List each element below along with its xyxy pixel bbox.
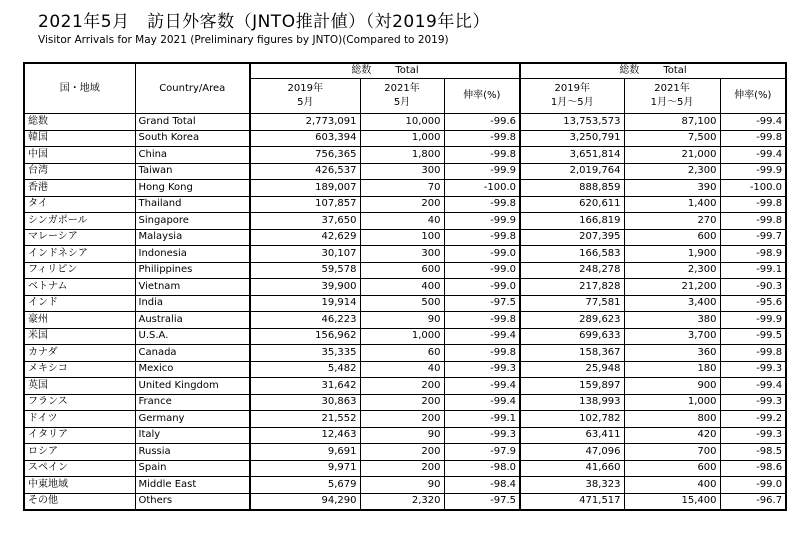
country-en-cell: South Korea xyxy=(135,130,250,147)
may-2019-cell: 59,578 xyxy=(250,262,360,279)
growth-rate-cell: -97.5 xyxy=(444,493,520,510)
header-may-2019 xyxy=(250,79,360,114)
cum-growth-rate-cell: -99.9 xyxy=(720,312,786,329)
may-2021-cell: 90 xyxy=(360,312,444,329)
country-jp-cell: タイ xyxy=(24,196,135,213)
growth-rate-cell: -99.6 xyxy=(444,114,520,131)
table-row xyxy=(24,295,786,312)
header-cum-growth-rate: 伸率(%) xyxy=(720,79,786,114)
header-group-month-jp: 総数 xyxy=(351,65,372,76)
cum-2019-cell: 217,828 xyxy=(520,279,624,296)
table-body xyxy=(24,114,786,511)
table-row xyxy=(24,163,786,180)
growth-rate-cell: -99.8 xyxy=(444,196,520,213)
growth-rate-cell: -99.0 xyxy=(444,262,520,279)
country-jp-cell: シンガポール xyxy=(24,213,135,230)
cum-2021-cell: 900 xyxy=(624,378,720,395)
growth-rate-cell: -99.1 xyxy=(444,411,520,428)
table-row xyxy=(24,114,786,131)
table-row xyxy=(24,262,786,279)
country-en-cell: Germany xyxy=(135,411,250,428)
cum-growth-rate-cell: -99.9 xyxy=(720,163,786,180)
cum-2021-cell: 600 xyxy=(624,460,720,477)
cum-2021-cell: 400 xyxy=(624,477,720,494)
cum-growth-rate-cell: -99.3 xyxy=(720,394,786,411)
country-jp-cell: インド xyxy=(24,295,135,312)
cum-2021-cell: 180 xyxy=(624,361,720,378)
cum-2019-cell: 47,096 xyxy=(520,444,624,461)
header-may-2021 xyxy=(360,79,444,114)
cum-2019-cell: 888,859 xyxy=(520,180,624,197)
cum-2019-cell: 2,019,764 xyxy=(520,163,624,180)
may-2021-cell: 200 xyxy=(360,196,444,213)
header-group-month-en: Total xyxy=(395,65,419,76)
country-en-cell: Spain xyxy=(135,460,250,477)
may-2021-cell: 300 xyxy=(360,246,444,263)
cum-growth-rate-cell: -90.3 xyxy=(720,279,786,296)
may-2021-cell: 500 xyxy=(360,295,444,312)
may-2019-cell: 5,482 xyxy=(250,361,360,378)
growth-rate-cell: -99.9 xyxy=(444,163,520,180)
cum-growth-rate-cell: -99.0 xyxy=(720,477,786,494)
table-row xyxy=(24,411,786,428)
country-jp-cell: 英国 xyxy=(24,378,135,395)
growth-rate-cell: -99.8 xyxy=(444,229,520,246)
growth-rate-cell: -100.0 xyxy=(444,180,520,197)
may-2019-cell: 94,290 xyxy=(250,493,360,510)
country-en-cell: Others xyxy=(135,493,250,510)
country-en-cell: Hong Kong xyxy=(135,180,250,197)
header-cum-2021-months: 1月～5月 xyxy=(650,97,694,108)
arrivals-table xyxy=(23,62,787,511)
country-en-cell: Taiwan xyxy=(135,163,250,180)
page-title: 2021年5月 訪日外客数（JNTO推計値）（対2019年比） xyxy=(38,12,490,32)
table-row xyxy=(24,147,786,164)
header-growth-rate: 伸率(%) xyxy=(444,79,520,114)
cum-2021-cell: 1,400 xyxy=(624,196,720,213)
table-row xyxy=(24,345,786,362)
table-row xyxy=(24,394,786,411)
may-2019-cell: 12,463 xyxy=(250,427,360,444)
cum-2021-cell: 380 xyxy=(624,312,720,329)
table-row xyxy=(24,180,786,197)
cum-growth-rate-cell: -99.4 xyxy=(720,378,786,395)
may-2021-cell: 200 xyxy=(360,378,444,395)
cum-2019-cell: 248,278 xyxy=(520,262,624,279)
header-cum-2019-months: 1月～5月 xyxy=(550,97,594,108)
cum-2019-cell: 77,581 xyxy=(520,295,624,312)
cum-2021-cell: 1,900 xyxy=(624,246,720,263)
cum-growth-rate-cell: -99.3 xyxy=(720,361,786,378)
table-row xyxy=(24,279,786,296)
may-2019-cell: 37,650 xyxy=(250,213,360,230)
cum-growth-rate-cell: -99.8 xyxy=(720,196,786,213)
may-2021-cell: 200 xyxy=(360,394,444,411)
country-en-cell: Middle East xyxy=(135,477,250,494)
cum-2019-cell: 63,411 xyxy=(520,427,624,444)
table-row xyxy=(24,312,786,329)
table-row xyxy=(24,328,786,345)
table-row xyxy=(24,213,786,230)
cum-growth-rate-cell: -99.1 xyxy=(720,262,786,279)
may-2021-cell: 200 xyxy=(360,444,444,461)
header-cum-2019-year: 2019年 xyxy=(554,82,590,94)
growth-rate-cell: -97.9 xyxy=(444,444,520,461)
cum-2021-cell: 600 xyxy=(624,229,720,246)
may-2019-cell: 21,552 xyxy=(250,411,360,428)
cum-2021-cell: 21,200 xyxy=(624,279,720,296)
may-2019-cell: 9,971 xyxy=(250,460,360,477)
cum-growth-rate-cell: -98.5 xyxy=(720,444,786,461)
country-en-cell: Thailand xyxy=(135,196,250,213)
cum-growth-rate-cell: -99.4 xyxy=(720,147,786,164)
country-en-cell: India xyxy=(135,295,250,312)
may-2021-cell: 90 xyxy=(360,477,444,494)
cum-2019-cell: 166,583 xyxy=(520,246,624,263)
may-2021-cell: 600 xyxy=(360,262,444,279)
growth-rate-cell: -98.0 xyxy=(444,460,520,477)
country-en-cell: France xyxy=(135,394,250,411)
may-2019-cell: 603,394 xyxy=(250,130,360,147)
header-row-1 xyxy=(24,63,786,79)
header-may-2019-month: 5月 xyxy=(297,97,314,108)
cum-growth-rate-cell: -98.6 xyxy=(720,460,786,477)
country-en-cell: Australia xyxy=(135,312,250,329)
country-en-cell: United Kingdom xyxy=(135,378,250,395)
cum-2021-cell: 3,400 xyxy=(624,295,720,312)
header-group-month xyxy=(250,63,520,79)
cum-2021-cell: 360 xyxy=(624,345,720,362)
may-2021-cell: 1,000 xyxy=(360,328,444,345)
country-jp-cell: マレーシア xyxy=(24,229,135,246)
table-row xyxy=(24,130,786,147)
growth-rate-cell: -99.8 xyxy=(444,312,520,329)
header-cum-2021-year: 2021年 xyxy=(654,82,690,94)
may-2019-cell: 19,914 xyxy=(250,295,360,312)
table-row xyxy=(24,246,786,263)
may-2019-cell: 30,863 xyxy=(250,394,360,411)
may-2019-cell: 39,900 xyxy=(250,279,360,296)
country-jp-cell: インドネシア xyxy=(24,246,135,263)
may-2021-cell: 100 xyxy=(360,229,444,246)
table-row xyxy=(24,196,786,213)
growth-rate-cell: -99.8 xyxy=(444,130,520,147)
country-en-cell: Mexico xyxy=(135,361,250,378)
may-2019-cell: 189,007 xyxy=(250,180,360,197)
cum-2019-cell: 38,323 xyxy=(520,477,624,494)
header-country-jp: 国・地域 xyxy=(24,63,135,114)
growth-rate-cell: -99.4 xyxy=(444,394,520,411)
country-en-cell: Indonesia xyxy=(135,246,250,263)
cum-2021-cell: 3,700 xyxy=(624,328,720,345)
country-jp-cell: スペイン xyxy=(24,460,135,477)
may-2021-cell: 40 xyxy=(360,213,444,230)
cum-2021-cell: 7,500 xyxy=(624,130,720,147)
cum-growth-rate-cell: -95.6 xyxy=(720,295,786,312)
country-jp-cell: フィリピン xyxy=(24,262,135,279)
country-jp-cell: 韓国 xyxy=(24,130,135,147)
may-2021-cell: 70 xyxy=(360,180,444,197)
may-2019-cell: 35,335 xyxy=(250,345,360,362)
header-may-2021-year: 2021年 xyxy=(384,82,420,94)
country-jp-cell: 台湾 xyxy=(24,163,135,180)
may-2019-cell: 42,629 xyxy=(250,229,360,246)
country-en-cell: China xyxy=(135,147,250,164)
cum-growth-rate-cell: -99.2 xyxy=(720,411,786,428)
cum-2019-cell: 207,395 xyxy=(520,229,624,246)
may-2021-cell: 300 xyxy=(360,163,444,180)
cum-2021-cell: 15,400 xyxy=(624,493,720,510)
may-2021-cell: 40 xyxy=(360,361,444,378)
may-2019-cell: 9,691 xyxy=(250,444,360,461)
cum-2019-cell: 102,782 xyxy=(520,411,624,428)
table-row xyxy=(24,361,786,378)
growth-rate-cell: -99.9 xyxy=(444,213,520,230)
country-jp-cell: その他 xyxy=(24,493,135,510)
header-group-cum-en: Total xyxy=(663,65,687,76)
growth-rate-cell: -99.8 xyxy=(444,147,520,164)
table-row xyxy=(24,444,786,461)
country-jp-cell: イタリア xyxy=(24,427,135,444)
cum-2021-cell: 2,300 xyxy=(624,163,720,180)
cum-2019-cell: 289,623 xyxy=(520,312,624,329)
country-en-cell: Russia xyxy=(135,444,250,461)
may-2019-cell: 426,537 xyxy=(250,163,360,180)
cum-growth-rate-cell: -99.7 xyxy=(720,229,786,246)
country-jp-cell: 豪州 xyxy=(24,312,135,329)
may-2019-cell: 156,962 xyxy=(250,328,360,345)
country-jp-cell: カナダ xyxy=(24,345,135,362)
cum-growth-rate-cell: -99.8 xyxy=(720,130,786,147)
country-jp-cell: ベトナム xyxy=(24,279,135,296)
country-en-cell: Italy xyxy=(135,427,250,444)
growth-rate-cell: -99.8 xyxy=(444,345,520,362)
may-2019-cell: 2,773,091 xyxy=(250,114,360,131)
growth-rate-cell: -97.5 xyxy=(444,295,520,312)
cum-2019-cell: 13,753,573 xyxy=(520,114,624,131)
table-row xyxy=(24,477,786,494)
country-jp-cell: 総数 xyxy=(24,114,135,131)
cum-2021-cell: 700 xyxy=(624,444,720,461)
country-en-cell: Singapore xyxy=(135,213,250,230)
may-2019-cell: 31,642 xyxy=(250,378,360,395)
may-2021-cell: 90 xyxy=(360,427,444,444)
cum-2019-cell: 41,660 xyxy=(520,460,624,477)
cum-growth-rate-cell: -98.9 xyxy=(720,246,786,263)
growth-rate-cell: -99.4 xyxy=(444,328,520,345)
cum-2019-cell: 158,367 xyxy=(520,345,624,362)
cum-2019-cell: 25,948 xyxy=(520,361,624,378)
cum-growth-rate-cell: -99.8 xyxy=(720,213,786,230)
cum-growth-rate-cell: -99.5 xyxy=(720,328,786,345)
cum-growth-rate-cell: -99.4 xyxy=(720,114,786,131)
may-2021-cell: 200 xyxy=(360,411,444,428)
cum-2019-cell: 138,993 xyxy=(520,394,624,411)
table-row xyxy=(24,493,786,510)
may-2021-cell: 10,000 xyxy=(360,114,444,131)
may-2021-cell: 400 xyxy=(360,279,444,296)
cum-2021-cell: 420 xyxy=(624,427,720,444)
country-jp-cell: 米国 xyxy=(24,328,135,345)
country-jp-cell: 中国 xyxy=(24,147,135,164)
cum-2019-cell: 699,633 xyxy=(520,328,624,345)
growth-rate-cell: -99.3 xyxy=(444,427,520,444)
may-2021-cell: 1,000 xyxy=(360,130,444,147)
table-row xyxy=(24,229,786,246)
cum-2021-cell: 2,300 xyxy=(624,262,720,279)
country-jp-cell: 香港 xyxy=(24,180,135,197)
cum-2021-cell: 800 xyxy=(624,411,720,428)
table-row xyxy=(24,427,786,444)
growth-rate-cell: -98.4 xyxy=(444,477,520,494)
may-2021-cell: 200 xyxy=(360,460,444,477)
cum-growth-rate-cell: -96.7 xyxy=(720,493,786,510)
country-en-cell: Canada xyxy=(135,345,250,362)
cum-2021-cell: 1,000 xyxy=(624,394,720,411)
growth-rate-cell: -99.3 xyxy=(444,361,520,378)
growth-rate-cell: -99.0 xyxy=(444,279,520,296)
cum-2021-cell: 87,100 xyxy=(624,114,720,131)
cum-2019-cell: 159,897 xyxy=(520,378,624,395)
country-jp-cell: ドイツ xyxy=(24,411,135,428)
may-2019-cell: 46,223 xyxy=(250,312,360,329)
table-row xyxy=(24,378,786,395)
header-may-2019-year: 2019年 xyxy=(287,82,323,94)
cum-2021-cell: 21,000 xyxy=(624,147,720,164)
header-group-cumulative xyxy=(520,63,786,79)
cum-growth-rate-cell: -99.3 xyxy=(720,427,786,444)
cum-2019-cell: 3,250,791 xyxy=(520,130,624,147)
country-en-cell: Malaysia xyxy=(135,229,250,246)
country-en-cell: Philippines xyxy=(135,262,250,279)
cum-growth-rate-cell: -100.0 xyxy=(720,180,786,197)
may-2019-cell: 30,107 xyxy=(250,246,360,263)
cum-growth-rate-cell: -99.8 xyxy=(720,345,786,362)
header-cum-2021 xyxy=(624,79,720,114)
header-country-en: Country/Area xyxy=(135,63,250,114)
country-jp-cell: ロシア xyxy=(24,444,135,461)
growth-rate-cell: -99.0 xyxy=(444,246,520,263)
cum-2019-cell: 166,819 xyxy=(520,213,624,230)
may-2019-cell: 107,857 xyxy=(250,196,360,213)
country-jp-cell: 中東地域 xyxy=(24,477,135,494)
may-2021-cell: 60 xyxy=(360,345,444,362)
header-cum-2019 xyxy=(520,79,624,114)
country-jp-cell: フランス xyxy=(24,394,135,411)
country-jp-cell: メキシコ xyxy=(24,361,135,378)
cum-2021-cell: 270 xyxy=(624,213,720,230)
country-en-cell: Grand Total xyxy=(135,114,250,131)
may-2021-cell: 1,800 xyxy=(360,147,444,164)
may-2019-cell: 5,679 xyxy=(250,477,360,494)
may-2019-cell: 756,365 xyxy=(250,147,360,164)
cum-2019-cell: 3,651,814 xyxy=(520,147,624,164)
country-en-cell: Vietnam xyxy=(135,279,250,296)
page-subtitle: Visitor Arrivals for May 2021 (Preliminary figures by JNTO)(Compared to 2019) xyxy=(38,34,449,46)
header-group-cum-jp: 総数 xyxy=(619,65,640,76)
cum-2021-cell: 390 xyxy=(624,180,720,197)
table-row xyxy=(24,460,786,477)
may-2021-cell: 2,320 xyxy=(360,493,444,510)
header-may-2021-month: 5月 xyxy=(393,97,411,108)
growth-rate-cell: -99.4 xyxy=(444,378,520,395)
country-en-cell: U.S.A. xyxy=(135,328,250,345)
cum-2019-cell: 471,517 xyxy=(520,493,624,510)
cum-2019-cell: 620,611 xyxy=(520,196,624,213)
